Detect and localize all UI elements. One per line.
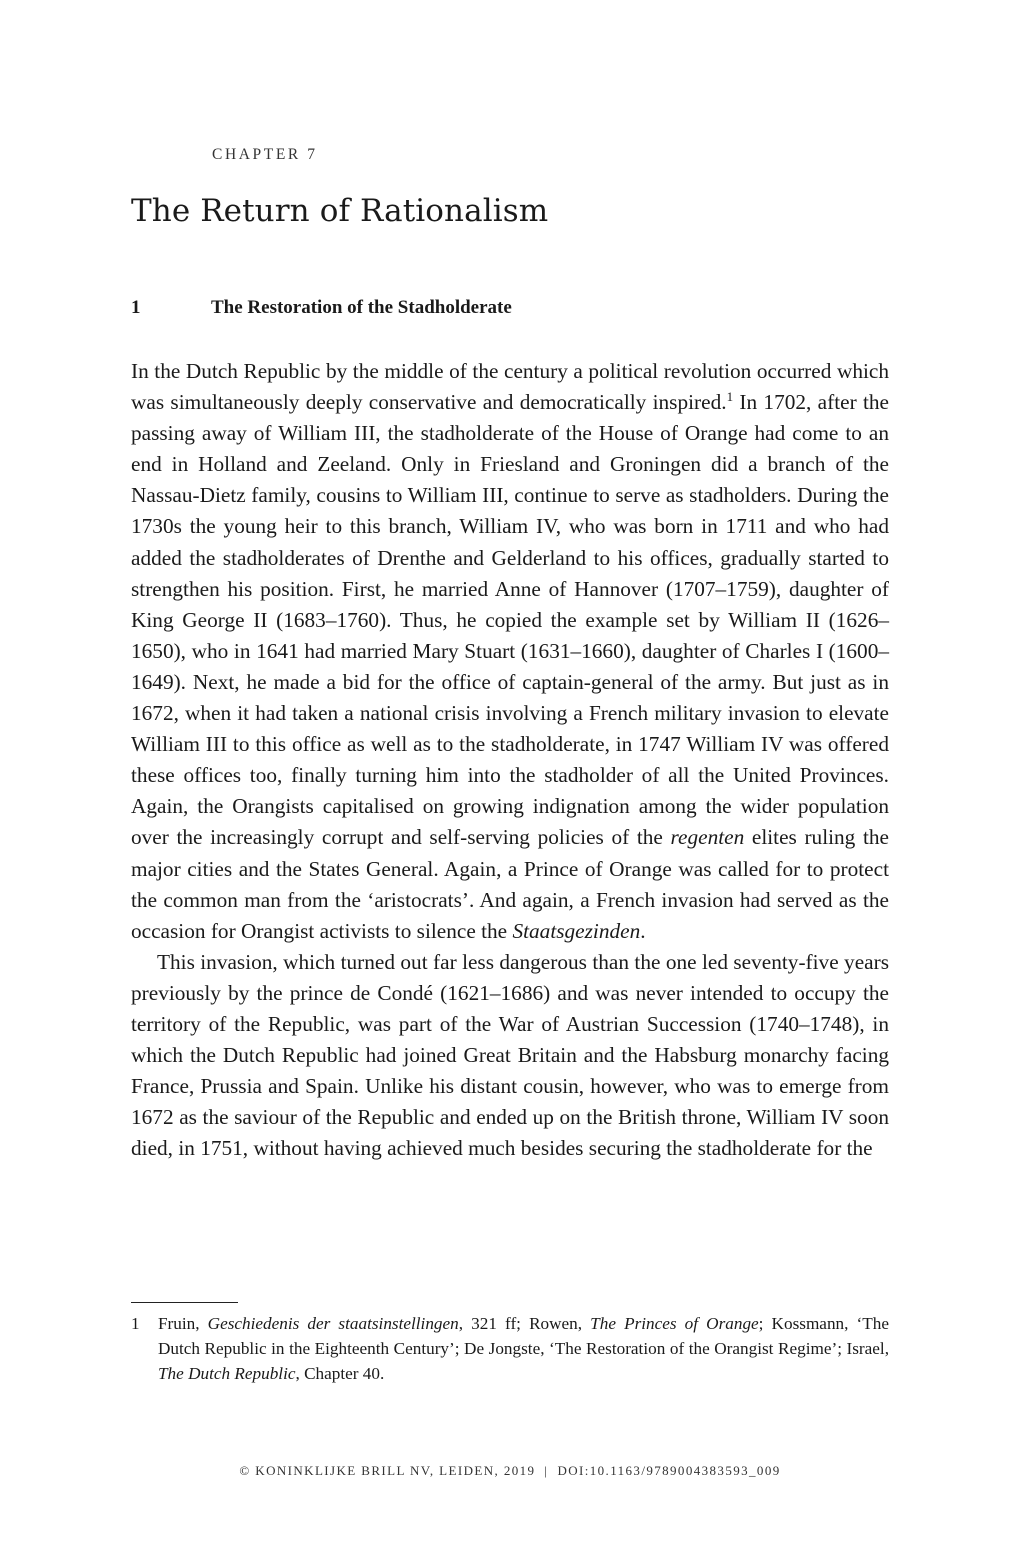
- paragraph-1-text-b: In 1702, after the passing away of William III, the stadholderate of the House of Orange had come to an end in Holland and Zeeland. Only in Friesland and Groningen did a branch of the Nassau-Dietz family, cousins to William III, continue to serve as stadholders. During the 1730s the young heir to this branch, William IV, who was born in 1711 and who had added the stadholderates of Drenthe and Gelderland to his offices, gradually started to strengthen his position. First, he married Anne of Hannover (1707–1759), daughter of King George II (1683–1760). Thus, he copied the example set by William II (1626–1650), who in 1641 had married Mary Stuart (1631–1660), daughter of Charles I (1600–1649). Next, he made a bid for the office of captain-general of the army. But just as in 1672, when it had taken a national crisis involving a French military invasion to elevate William III to this office as well as to the stadholderate, in 1747 William IV was offered these offices too, finally turning him into the stadholder of all the United Provinces. Again, the Orangists capitalised on growing indignation among the wider population over the increasingly corrupt and self-serving policies of the: [131, 390, 889, 850]
- doi-text[interactable]: DOI:10.1163/9789004383593_009: [557, 1463, 781, 1478]
- section-heading: [131, 297, 512, 319]
- paragraph-1-text-a: In the Dutch Republic by the middle of the century a political revolution occurred which was simultaneously deeply conservative and democratically inspired.: [131, 359, 889, 415]
- body-text: [131, 356, 889, 1164]
- paragraph-2: This invasion, which turned out far less dangerous than the one led seventy-five years previously by the prince de Condé (1621–1686) and was never intended to occupy the territory of the Republic, was part of the War of Austrian Succession (1740–1748), in which the Dutch Republic had joined Great Britain and the Habsburg monarchy facing France, Prussia and Spain. Unlike his distant cousin, however, who was to emerge from 1672 as the saviour of the Republic and ended up on the British throne, William IV soon died, in 1751, without having achieved much besides securing the stadholderate for the: [131, 949, 889, 1161]
- imprint-separator: |: [544, 1463, 549, 1478]
- footnote-number: 1: [131, 1314, 140, 1333]
- section-number: 1: [131, 297, 141, 318]
- italic-term-staatsgezinden: Staatsgezinden: [512, 918, 641, 943]
- section-title: The Restoration of the Stadholderate: [211, 297, 512, 318]
- footnote-reference[interactable]: 1: [726, 389, 734, 405]
- footnote-title-3: The Dutch Republic: [158, 1364, 296, 1383]
- paragraph-1-text-d: .: [640, 918, 646, 943]
- footnote-title-2: The Princes of Orange: [590, 1314, 759, 1333]
- chapter-label: CHAPTER 7: [212, 146, 318, 163]
- italic-term-regenten: regenten: [670, 825, 745, 850]
- footnote-title-1: Geschiedenis der staatsinstellingen: [207, 1314, 459, 1333]
- footnote-divider: [131, 1302, 238, 1303]
- chapter-title: The Return of Rationalism: [131, 193, 549, 229]
- copyright-imprint: [0, 1463, 1020, 1479]
- footnote-text: Fruin, Geschiedenis der staatsinstellingen, 321 ff; Rowen, The Princes of Orange; Kossmann, ‘The Dutch Republic in the Eighteenth Century’; De Jongste, ‘The Restoration of the Orangist Regime’; Israel, The Dutch Republic, Chapter 40.: [158, 1314, 889, 1383]
- footnote: [131, 1311, 889, 1386]
- paragraph-1-text-c: elites ruling the major cities and the States General. Again, a Prince of Orange was called for to protect the common man from the ‘aristocrats’. And again, a French invasion had served as the occasion for Orangist activists to silence the: [131, 825, 889, 943]
- copyright-text: © KONINKLIJKE BRILL NV, LEIDEN, 2019: [239, 1463, 536, 1478]
- paragraph-1: [131, 356, 889, 947]
